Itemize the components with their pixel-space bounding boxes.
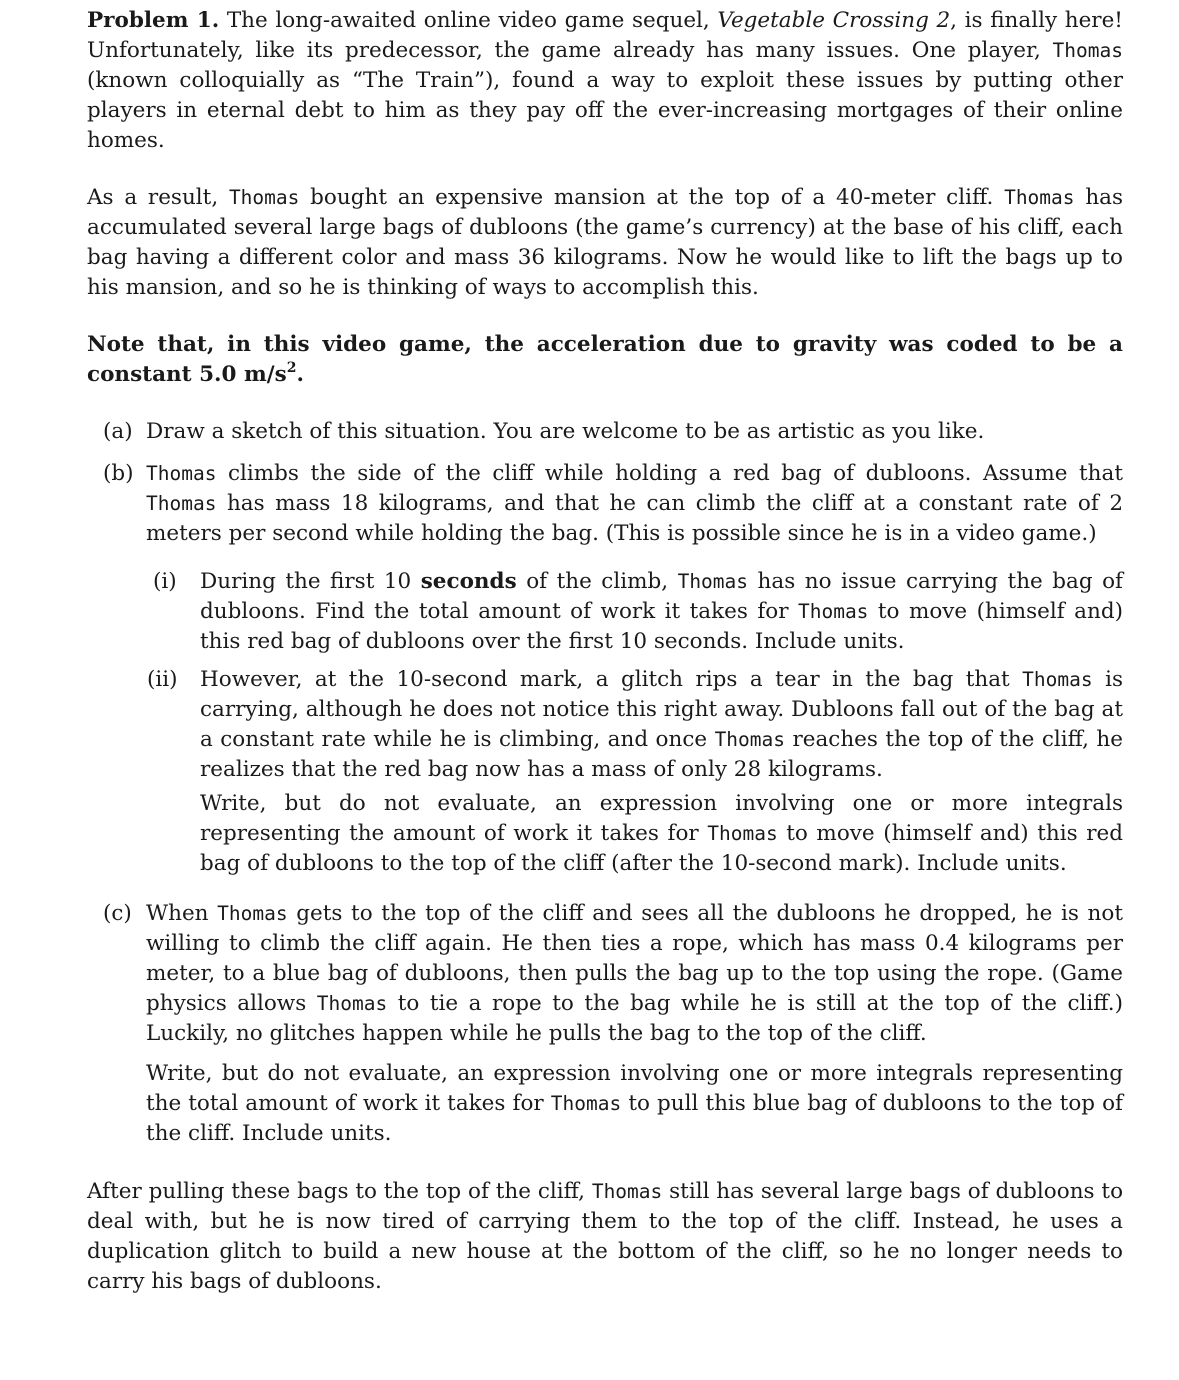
gravity-note: Note that, in this video game, the acceleration due to gravity was coded to be a constant 5.0 $m/s^2$. [87,332,1123,387]
part-label: (ii) [147,667,178,692]
name-thomas: Thomas [550,1092,622,1115]
part-b-ii-question: Write, but do not evaluate, an expression involving one or more integrals representing the amount of work it takes for Thomas to move (himself and) this red bag of dubloons to the top of the cliff (after the 10-second mark). Include units. [200,791,1123,876]
name-thomas: Thomas [707,822,778,845]
part-b-i: (i) During the first 10 seconds of the climb, Thomas has no issue carrying the bag of dubloons. Find the total amount of work it takes for Thomas to move (himself and) this red bag of dubloons over the first 10 seconds. Include units. [153,569,1123,654]
game-title: Vegetable Crossing 2 [717,8,951,33]
name-thomas: Thomas [1004,186,1075,209]
name-thomas: Thomas [217,902,288,925]
name-thomas: Thomas [316,992,388,1015]
part-c: (c) When Thomas gets to the top of the cliff and sees all the dubloons he dropped, he is not willing to climb the cliff again. He then ties a rope, which has mass 0.4 kilograms per meter, to a blue bag of dubloons, then pulls the bag up to the top using the rope. (Game physics allows Thomas to tie a rope to the bag while he is still at the top of the cliff.) Luckily, no glitches happen while he pulls the bag to the top of the cliff. [103,901,1124,1046]
closing-paragraph: After pulling these bags to the top of the cliff, Thomas still has several large bags of dubloons to deal with, but he is now tired of carrying them to the top of the cliff. Instead, he uses a duplication glitch to build a new house at the bottom of the cliff, so he no longer needs to carry his bags of dubloons. [87,1179,1124,1294]
part-b-ii: (ii) However, at the 10-second mark, a glitch rips a tear in the bag that Thomas is carrying, although he does not notice this right away. Dubloons fall out of the bag at a constant rate while he is climbing, and once Thomas reaches the top of the cliff, he realizes that the red bag now has a mass of only 28 kilograms. [147,667,1123,782]
part-label: (b) [103,461,134,486]
name-thomas: Thomas [797,600,869,623]
intro-paragraph: Problem 1. The long-awaited online video game sequel, Vegetable Crossing 2, is finally here! Unfortunately, like its predecessor, the game already has many issues. One player, Thomas (known colloquially as “The Train”), found a way to exploit these issues by putting other players in eternal debt to him as they pay off the ever-increasing mortgages of their online homes. [87,8,1123,153]
name-thomas: Thomas [146,492,217,515]
name-thomas: Thomas [591,1180,663,1203]
part-label: (i) [153,569,177,594]
name-thomas: Thomas [1022,668,1093,691]
problem-heading: Problem 1. [87,8,220,33]
part-a: (a) Draw a sketch of this situation. You are welcome to be as artistic as you like. [87,417,1123,447]
name-thomas: Thomas [228,186,300,209]
name-thomas: Thomas [714,728,786,751]
part-c-question: Write, but do not evaluate, an expression involving one or more integrals representing the total amount of work it takes for Thomas to pull this blue bag of dubloons to the top of the cliff. Include units. [146,1061,1124,1146]
part-label: (a) [103,419,133,444]
exponent: 2 [286,359,297,376]
part-label: (c) [103,901,132,926]
name-thomas: Thomas [146,462,217,485]
name-thomas: Thomas [1052,39,1123,62]
setup-paragraph: As a result, Thomas bought an expensive mansion at the top of a 40-meter cliff. Thomas has accumulated several large bags of dubloons (the game’s currency) at the base of his cliff, each bag having a different color and mass 36 kilograms. Now he would like to lift the bags up to his mansion, and so he is thinking of ways to accomplish this. [87,185,1124,300]
part-b: (b) Thomas climbs the side of the cliff while holding a red bag of dubloons. Assume that Thomas has mass 18 kilograms, and that he can climb the cliff at a constant rate of 2 meters per second while holding the bag. (This is possible since he is in a video game.) [103,461,1123,546]
problem-document [87,6,1123,1297]
name-thomas: Thomas [677,570,749,593]
